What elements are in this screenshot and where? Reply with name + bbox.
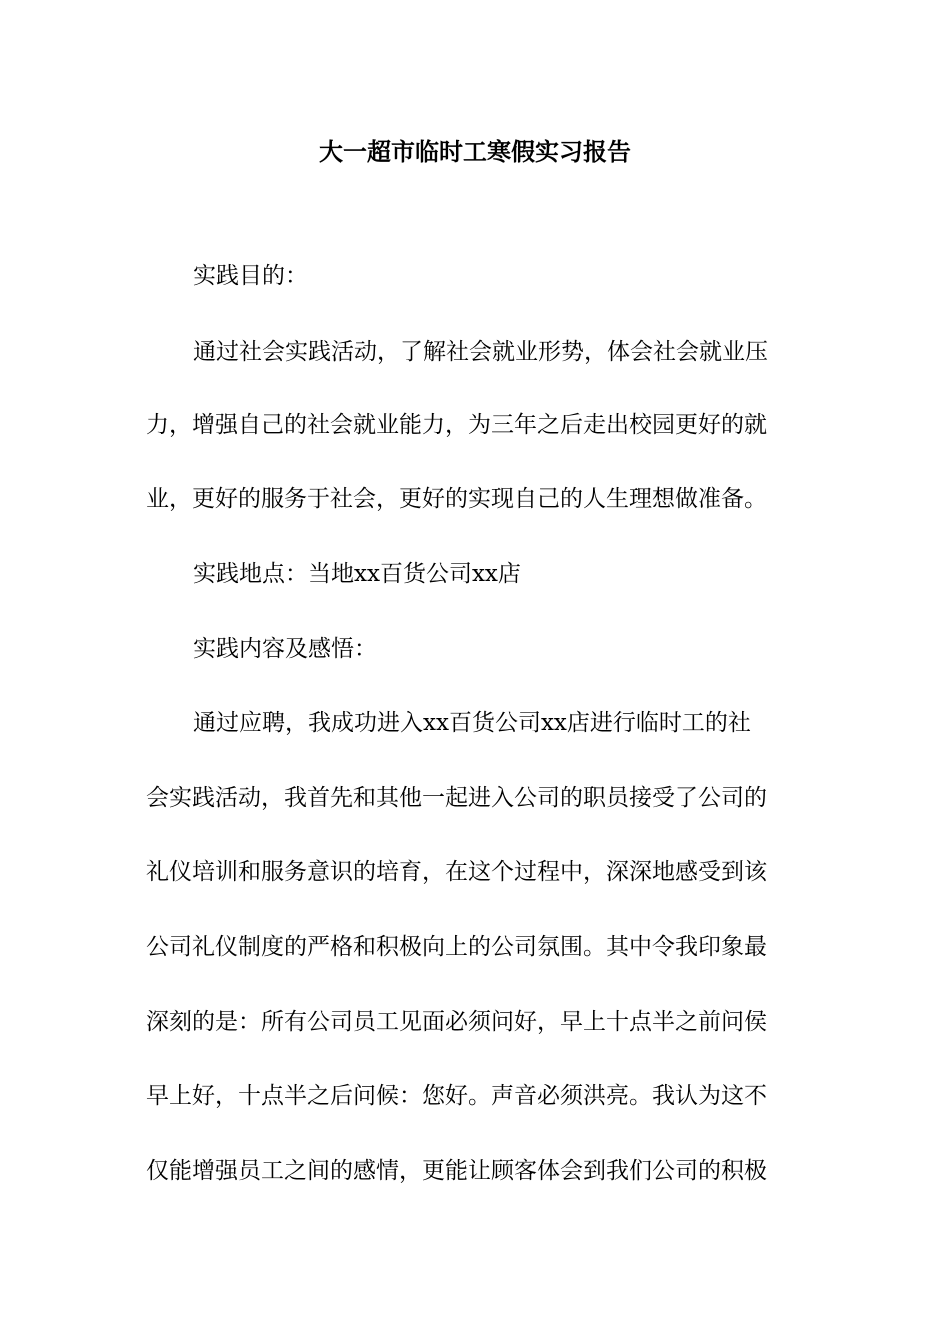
paragraph-line: 力，增强自己的社会就业能力，为三年之后走出校园更好的就 bbox=[146, 412, 767, 438]
heading-practice-purpose: 实践目的： bbox=[193, 263, 308, 289]
heading-practice-location: 实践地点：当地xx百货公司xx店 bbox=[193, 561, 521, 587]
document-title: 大一超市临时工寒假实习报告 bbox=[319, 137, 631, 166]
paragraph-line: 业，更好的服务于社会，更好的实现自己的人生理想做准备。 bbox=[146, 486, 767, 512]
paragraph-line: 仅能增强员工之间的感情，更能让顾客体会到我们公司的积极 bbox=[146, 1158, 767, 1184]
paragraph-line: 公司礼仪制度的严格和积极向上的公司氛围。其中令我印象最 bbox=[146, 934, 767, 960]
paragraph-line: 通过应聘，我成功进入xx百货公司xx店进行临时工的社 bbox=[193, 710, 751, 736]
paragraph-line: 早上好，十点半之后问候：您好。声音必须洪亮。我认为这不 bbox=[146, 1083, 767, 1109]
paragraph-line: 深刻的是：所有公司员工见面必须问好，早上十点半之前问侯 bbox=[146, 1009, 767, 1035]
paragraph-line: 通过社会实践活动，了解社会就业形势，体会社会就业压 bbox=[193, 339, 768, 365]
paragraph-line: 会实践活动，我首先和其他一起进入公司的职员接受了公司的 bbox=[146, 785, 767, 811]
heading-practice-content: 实践内容及感悟： bbox=[193, 636, 377, 662]
paragraph-line: 礼仪培训和服务意识的培育，在这个过程中，深深地感受到该 bbox=[146, 859, 767, 885]
